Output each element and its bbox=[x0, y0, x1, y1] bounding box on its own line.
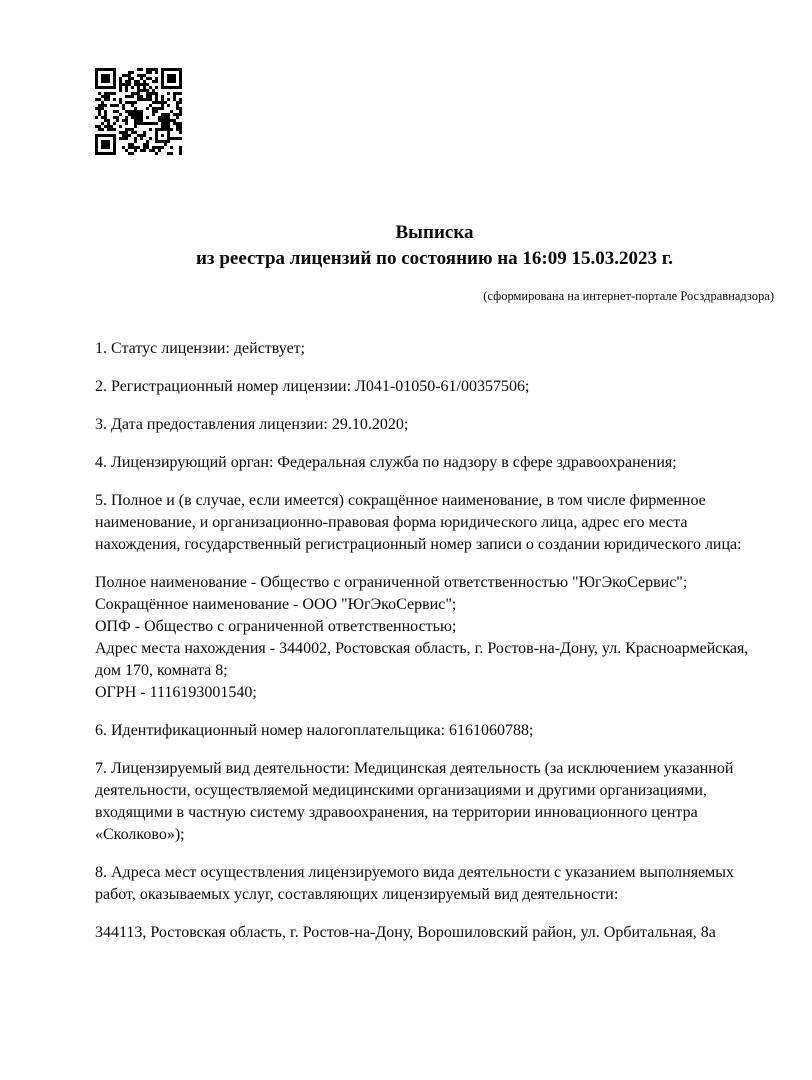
license-grant-date: 3. Дата предоставления лицензии: 29.10.2020; bbox=[95, 416, 409, 433]
licensing-authority: 4. Лицензирующий орган: Федеральная служба по надзору в сфере здравоохранения; bbox=[95, 454, 677, 471]
document-title bbox=[95, 220, 774, 272]
license-registration-number: 2. Регистрационный номер лицензии: Л041-01050-61/00357506; bbox=[95, 378, 530, 395]
title-line-1: Выписка bbox=[395, 222, 474, 243]
activity-addresses-heading: 8. Адреса мест осуществления лицензируемого вида деятельности с указанием выполняемых работ, оказываемых услуг, составляющих лицензируемый вид деятельности: bbox=[95, 864, 735, 903]
license-status: 1. Статус лицензии: действует; bbox=[95, 340, 306, 357]
org-info-heading: 5. Полное и (в случае, если имеется) сокращённое наименование, в том числе фирменное наименование, и организационно-правовая форма юридического лица, адрес его места нахождения, государственный регистрационный номер записи о создании юридического лица: bbox=[95, 492, 742, 553]
org-full-name: Полное наименование - Общество с ограниченной ответственностью "ЮгЭкоСервис"; bbox=[95, 574, 688, 591]
licensed-activity: 7. Лицензируемый вид деятельности: Медицинская деятельность (за исключением указанной деятельности, осуществляемой медицинскими организациями и другими организациями, входящими в частную систему здравоохранения, на территории инновационного центра «Сколково»); bbox=[95, 760, 734, 843]
org-ogrn: ОГРН - 1116193001540; bbox=[95, 684, 257, 701]
org-address: Адрес места нахождения - 344002, Ростовская область, г. Ростов-на-Дону, ул. Красноармейская, дом 170, комната 8; bbox=[95, 640, 749, 679]
title-line-2: из реестра лицензий по состоянию на 16:09 15.03.2023 г. bbox=[195, 248, 673, 269]
document-subtitle: (сформирована на интернет-портале Росздравнадзора) bbox=[483, 289, 774, 303]
taxpayer-id: 6. Идентификационный номер налогоплательщика: 6161060788; bbox=[95, 722, 534, 739]
activity-address: 344113, Ростовская область, г. Ростов-на-Дону, Ворошиловский район, ул. Орбитальная, 8а bbox=[95, 924, 716, 941]
org-legal-form: ОПФ - Общество с ограниченной ответственностью; bbox=[95, 618, 457, 635]
organization-details bbox=[95, 572, 774, 704]
org-short-name: Сокращённое наименование - ООО "ЮгЭкоСервис"; bbox=[95, 596, 457, 613]
